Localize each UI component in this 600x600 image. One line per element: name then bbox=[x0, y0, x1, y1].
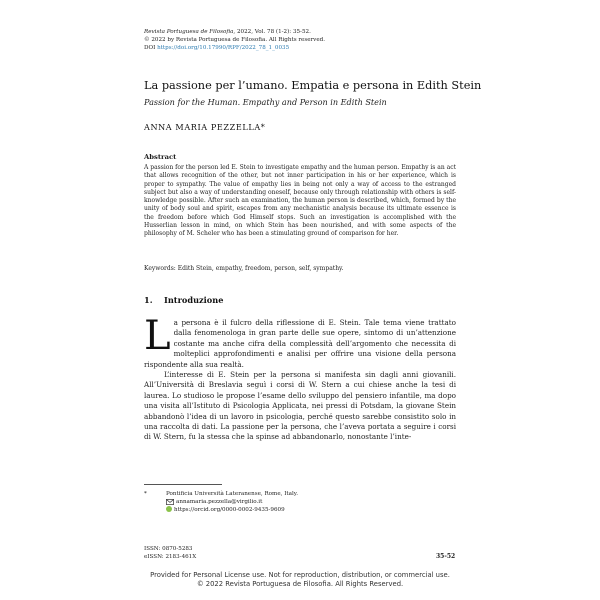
envelope-icon bbox=[166, 499, 174, 505]
orcid-line bbox=[166, 506, 298, 514]
abstract-text: A passion for the person led E. Stein to investigate empathy and the human person. Empathy is an act that allows recognition of the other, but not inner participation in his or her experience, which is proper to sympathy. The value of empathy lies in being not only a way of access to the estranged subject but also a way of understanding oneself, because only through relationship with others is self-knowledge possible. After such an examination, the human person is described, which, formed by the unity of body soul and spirit, escapes from any mechanistic analysis because its ultimate essence is the freedom before which God Himself stops. Such an investigation is accomplished with the Husserlian lesson in mind, on which Stein has been nourished, and with some aspects of the philosophy of M. Scheler who has been a stimulating ground of comparison for her. bbox=[144, 164, 456, 238]
email-line bbox=[166, 498, 298, 506]
doi-label: DOI bbox=[144, 44, 156, 51]
volume-info: , 2022, Vol. 78 (1-2): 35-52. bbox=[233, 29, 311, 35]
license-line: Provided for Personal License use. Not for reproduction, distribution, or commercial use. bbox=[150, 571, 450, 579]
doi-link[interactable]: https://doi.org/10.17990/RPF/2022_78_1_0035 bbox=[157, 44, 290, 51]
affiliation: Pontificia Università Lateranense, Rome, Italy. bbox=[166, 491, 298, 497]
drop-cap: L bbox=[144, 313, 171, 359]
article-subtitle: Passion for the Human. Empathy and Person in Edith Stein bbox=[144, 97, 387, 107]
paragraph-text: a persona è il fulcro della riflessione di E. Stein. Tale tema viene trattato dalla fenomenologa in gran parte delle sue opere, sintomo di un’attenzione costante ma anche cifra della complessità dell’argomento che necessita di molteplici approfondimenti e analisi per offrire una visione della persona rispondente alla sua realtà. bbox=[144, 318, 456, 369]
keywords: Keywords: Edith Stein, empathy, freedom, person, self, sympathy. bbox=[144, 265, 344, 272]
paragraph: L’interesse di E. Stein per la persona si manifesta sin dagli anni giovanili. All’Università di Breslavia seguì i corsi di W. Stern a cui chiese anche la tesi di laurea. Lo studioso le propose l’esame dello sviluppo del pensiero infantile, ma dopo una visita all’Istituto di Psicologia Applicata, nei pressi di Potsdam, la giovane Stein abbandonò l’idea di un lavoro in psicologia, perché questo sarebbe consistito solo in una raccolta di dati. La passione per la persona, che l’aveva portata a seguire i corsi di W. Stern, fu la stessa che la spinse ad abbandonarlo, nonostante l’inte- bbox=[144, 370, 456, 442]
license-notice bbox=[0, 571, 600, 589]
page-range: 35-52 bbox=[436, 553, 456, 560]
orcid-icon bbox=[166, 506, 172, 512]
article-title: La passione per l’umano. Empatia e persona in Edith Stein bbox=[144, 79, 482, 92]
issn-block bbox=[144, 546, 196, 561]
orcid-link[interactable]: https://orcid.org/0000-0002-9435-9609 bbox=[174, 507, 285, 513]
author-name: ANNA MARIA PEZZELLA* bbox=[144, 122, 266, 132]
body-text bbox=[144, 313, 456, 443]
footnote-marker: * bbox=[144, 491, 147, 497]
email-link[interactable]: annamaria.pezzella@virgilio.it bbox=[176, 499, 263, 505]
footnote-rule bbox=[144, 484, 222, 485]
section-title: Introduzione bbox=[164, 295, 224, 305]
doi-line bbox=[144, 45, 325, 53]
copyright-line: © 2022 by Revista Portuguesa de Filosofia. All Rights reserved. bbox=[144, 36, 326, 43]
section-number: 1. bbox=[144, 295, 153, 305]
journal-name: Revista Portuguesa de Filosofia bbox=[144, 29, 234, 35]
abstract-heading: Abstract bbox=[144, 153, 177, 161]
paragraph bbox=[144, 313, 456, 370]
citation-line bbox=[144, 29, 325, 37]
issn: ISSN: 0870-5283 bbox=[144, 546, 193, 552]
section-heading bbox=[144, 295, 223, 305]
eissn: eISSN: 2183-461X bbox=[144, 553, 197, 560]
copyright-notice: © 2022 Revista Portuguesa de Filosofia. All Rights Reserved. bbox=[196, 580, 404, 589]
journal-header bbox=[144, 29, 325, 52]
